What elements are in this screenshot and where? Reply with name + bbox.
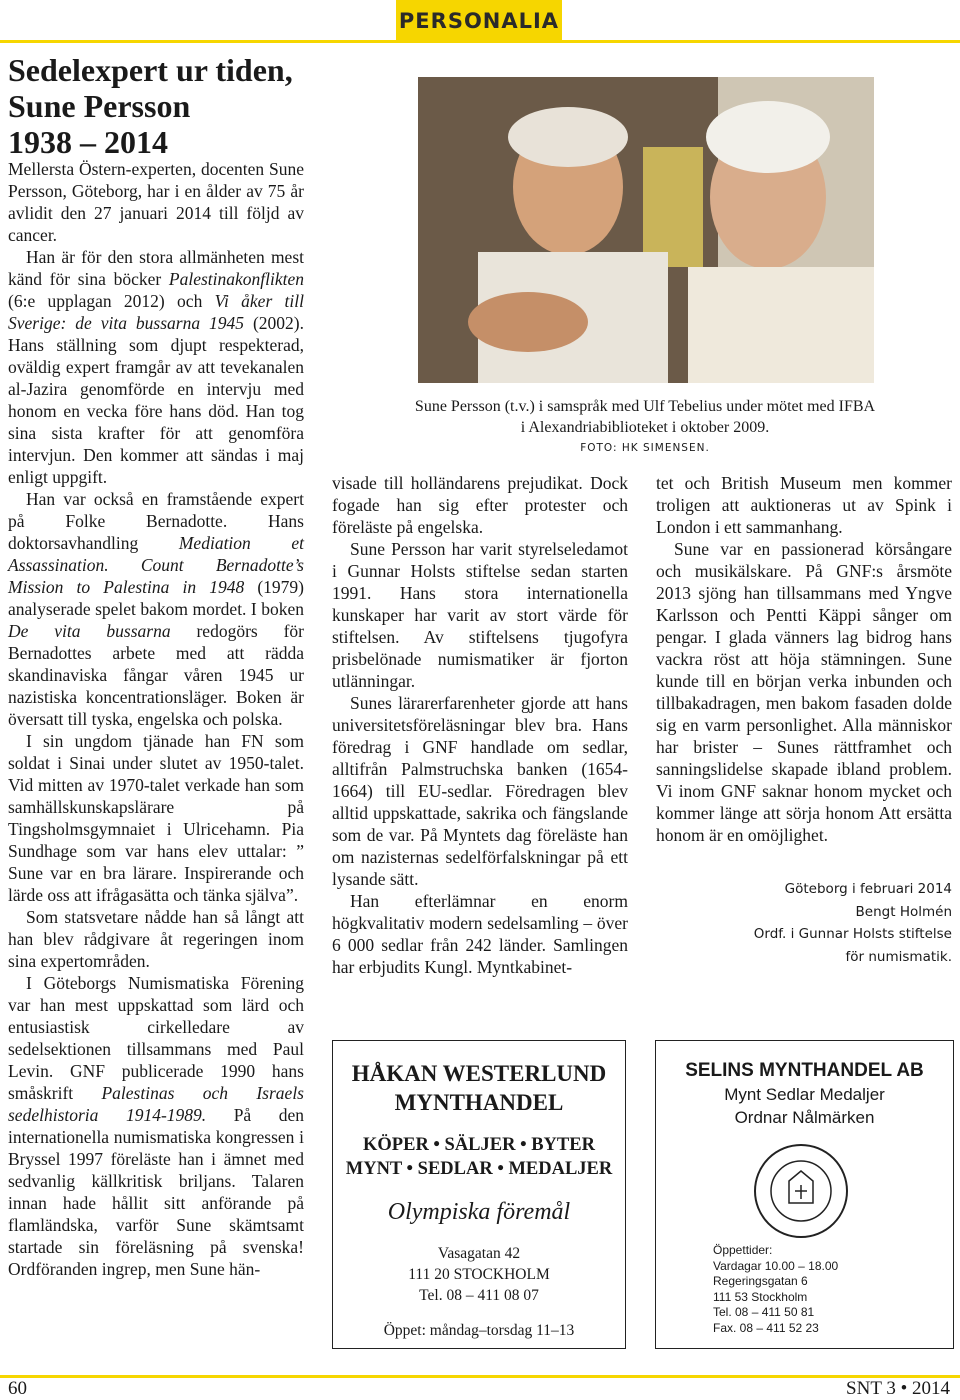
ad-tagline: Mynt Sedlar Medaljer (724, 1085, 885, 1104)
photo-illustration (418, 77, 874, 383)
ad-name: SELINS MYNTHANDEL AB (685, 1060, 924, 1081)
photo-caption (370, 396, 920, 459)
paragraph: Som statsvetare nådde han så långt att han blev rådgivare åt regeringen inom sina expertområden. (8, 907, 304, 971)
street: Regeringsgatan 6 (713, 1274, 808, 1288)
paragraph: Han är för den stora allmänheten mest känd för sina böcker Palestinakonflikten (6:e upplagan 2012) och Vi åker till Sverige: de vita bussarna 1945 (2002). Hans ställning som djupt respekterad, oväldig expert framgår av att tevekanalen al-Jazira genomförde en intervju med honom en vecka före hans död. Han tog sina sista krafter för att genomföra intervjun. Den kommer att sändas i maj enligt uppgift. (8, 247, 305, 487)
ad-address: Vasagatan 42 (437, 1245, 521, 1262)
paragraph: Sunes lärarerfarenheter gjorde att hans universitetsföreläsningar blev bra. Hans föredrag i GNF handlade om sedlar, alltifrån Palmstruchska banken (1654-1664) till EU-sedlar. Föredragen blev alltid uppskattade, sakrika och fängslande som de var. På Myntets dag föreläste han om nazisternas sedelförfalskningar på ett lysande sätt. (332, 693, 628, 889)
page-number: 60 (8, 1378, 27, 1399)
photo (418, 77, 874, 383)
ad-name: HÅKAN WESTERLUND (351, 1061, 607, 1086)
ad-phone: Tel. 08 – 411 08 07 (419, 1287, 539, 1304)
ad-hours: Öppet: måndag–torsdag 11–13 (383, 1322, 575, 1339)
ad-script: Olympiska föremål (387, 1199, 571, 1225)
city: 111 53 Stockholm (713, 1289, 808, 1304)
signoff-line: Göteborg i februari 2014 (784, 881, 952, 897)
paragraph: I sin ungdom tjänade han FN som soldat i Sinai under slutet av 1950-talet. Vid mitten av 1970-talet verkade han som samhällskunskapslärare på Tingsholmsgymnaiet i Ulricehamn. Pia Sundhage som var hans elev uttalar: ” Sune var en bra lärare. Inspirerande och lärde oss att ifrågasätta och tänka själva”. (8, 731, 304, 905)
ad-tagline: Ordnar Nålmärken (734, 1108, 875, 1127)
phone: Tel. 08 – 411 50 81 (713, 1305, 815, 1319)
paragraph: tet och British Museum men kommer troligen att auktioneras ut av Spink i London i ett sammanhang. (656, 473, 952, 537)
hours-title: Öppettider: (713, 1243, 773, 1257)
caption-line: Sune Persson (t.v.) i samspråk med Ulf Tebelius under mötet med IFBA (414, 398, 876, 415)
issue-label: SNT 3 • 2014 (846, 1378, 950, 1399)
article-column-1 (8, 158, 304, 1280)
store-info (713, 1243, 838, 1336)
article-title (8, 52, 328, 160)
signoff-line: Ordf. i Gunnar Holsts stiftelse (753, 926, 952, 942)
paragraph: Sune Persson har varit styrelseledamot i Gunnar Holsts stiftelse sedan starten 1991. Hans stora internationella kunskaper har varit av stort värde för stiftelsen. Av stiftelsens tjugofyra prisbelönade numismatiker är fjorton utlänningar. (332, 539, 628, 691)
paragraph: Han efterlämnar en enorm högkvalitativ modern sedelsamling – över 6 000 sedlar från 242 länder. Samlingen har erbjudits Kungl. Myntkabinet- (332, 891, 628, 977)
paragraph: visade till holländarens prejudikat. Dock fogade han sig efter protester och föreläste på engelska. (332, 473, 628, 537)
article-column-2 (332, 472, 628, 978)
section-label: PERSONALIA (396, 0, 562, 40)
ad-selins (655, 1040, 954, 1349)
ad-name: MYNTHANDEL (394, 1090, 564, 1115)
top-rule (0, 40, 960, 43)
hours: Vardagar 10.00 – 18.00 (713, 1258, 839, 1273)
paragraph: I Göteborgs Numismatiska Förening var han mest uppskattad som lärd och entusiastisk cirkelledare av sedelsektionen tillsammans med Paul Levin. GNF publicerade 1990 hans småskrift Palestinas och Israels sedelhistoria 1914-1989. På den internationella numismatiska kongressen i Bryssel 1997 föreläste han i ämnet med sedvanlig källkritisk briljans. Talaren innan hade hållit sitt anförande på flamländska, varför Sune skämtsamt startade sin föreläsning på svenska! Ordföranden ingrep, men Sune hän- (8, 973, 304, 1279)
photo-credit: FOTO: HK SIMENSEN. (580, 442, 710, 454)
paragraph: Mellersta Östern-experten, docenten Sune Persson, Göteborg, har i en ålder av 75 år avlidit den 27 januari 2014 till följd av cancer. (8, 159, 304, 245)
paragraph: Sune var en passionerad körsångare och musikälskare. På GNF:s årsmöte 2013 sjöng han tillsammans med Yngve Karlsson och Pentti Käppi sånger om pengar. I glada vänners lag bidrog hans vackra röst att höja stämningen. Sune kunde till en början verka inbunden och tillbakadragen, men bakom fasaden dolde sig en varm personlighet. Alla människor har brister – Sunes rättframhet och sanningslidelse skapade ibland problem. Vi inom GNF saknar honom mycket och kommer länge att sörja honom Att ersätta honom är en omöjlighet. (656, 539, 952, 845)
title-line: Sedelexpert ur tiden, (8, 52, 293, 88)
title-line: 1938 – 2014 (8, 124, 168, 160)
ad-address: 111 20 STOCKHOLM (408, 1266, 550, 1283)
ad-tagline: MYNT • SEDLAR • MEDALJER (345, 1159, 613, 1179)
fax: Fax. 08 – 411 52 23 (713, 1320, 819, 1335)
guild-seal-icon (751, 1141, 851, 1241)
title-line: Sune Persson (8, 88, 191, 124)
ad-westerlund (332, 1040, 626, 1349)
article-column-3 (656, 472, 952, 846)
ad-tagline: KÖPER • SÄLJER • BYTER (363, 1135, 595, 1155)
paragraph: Han var också en framstående expert på Folke Bernadotte. Hans doktorsavhandling Mediation et Assassination. Count Bernadotte’s Mission to Palestina in 1948 (1979) analyserade spelet bakom mordet. I boken De vita bussarna redogörs för Bernadottes arbete med att rädda skandinaviska fångar våren 1945 ur nazistiska koncentrationsläger. Boken är översatt till tyska, engelska och polska. (8, 489, 305, 729)
signoff-line: för numismatik. (845, 948, 952, 965)
caption-line: i Alexandriabiblioteket i oktober 2009. (520, 419, 770, 436)
author-name: Bengt Holmén (855, 903, 952, 920)
bottom-rule (0, 1375, 960, 1378)
article-signoff (640, 878, 952, 968)
